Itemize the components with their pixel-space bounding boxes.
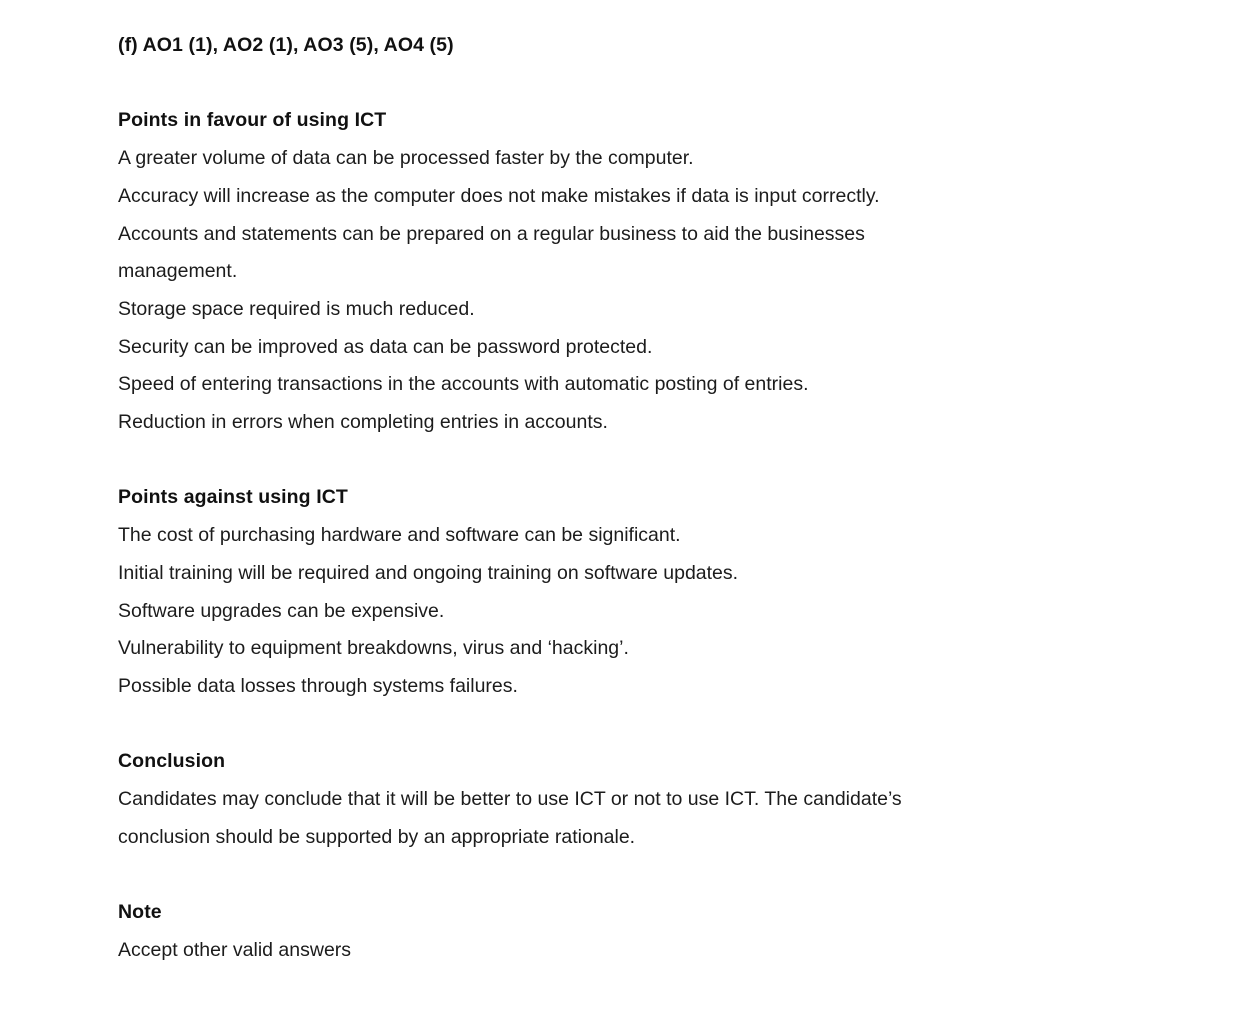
section-note: [118, 894, 1126, 969]
marks-heading: (f) AO1 (1), AO2 (1), AO3 (5), AO4 (5): [118, 34, 454, 56]
section-points-against-using-ict: [118, 479, 1126, 705]
text-line: Software upgrades can be expensive.: [118, 599, 445, 622]
text-line: Speed of entering transactions in the accounts with automatic posting of entries.: [118, 373, 809, 396]
text-line: Security can be improved as data can be password protected.: [118, 335, 653, 358]
sections-container: [118, 102, 1126, 969]
text-line: management.: [118, 260, 238, 283]
text-line: Reduction in errors when completing entries in accounts.: [118, 411, 608, 434]
text-line: Accuracy will increase as the computer does not make mistakes if data is input correctly.: [118, 184, 880, 207]
section-conclusion: [118, 743, 1126, 856]
text-line: Accounts and statements can be prepared on a regular business to aid the businesses: [118, 222, 865, 245]
section-heading: Points in favour of using ICT: [118, 109, 387, 132]
text-line: Accept other valid answers: [118, 938, 352, 961]
section-heading: Note: [118, 901, 162, 924]
text-line: Vulnerability to equipment breakdowns, virus and ‘hacking’.: [118, 637, 629, 660]
text-line: The cost of purchasing hardware and software can be significant.: [118, 524, 681, 547]
text-line: conclusion should be supported by an appropriate rationale.: [118, 825, 636, 848]
section-heading: Points against using ICT: [118, 486, 348, 509]
section-points-in-favour-of-using-ict: [118, 102, 1126, 441]
section-heading: Conclusion: [118, 750, 226, 773]
text-line: Candidates may conclude that it will be better to use ICT or not to use ICT. The candidate’s: [118, 788, 902, 811]
text-line: Possible data losses through systems failures.: [118, 674, 518, 697]
text-line: Storage space required is much reduced.: [118, 297, 475, 320]
text-line: A greater volume of data can be processed faster by the computer.: [118, 147, 694, 170]
text-line: Initial training will be required and ongoing training on software updates.: [118, 561, 739, 584]
